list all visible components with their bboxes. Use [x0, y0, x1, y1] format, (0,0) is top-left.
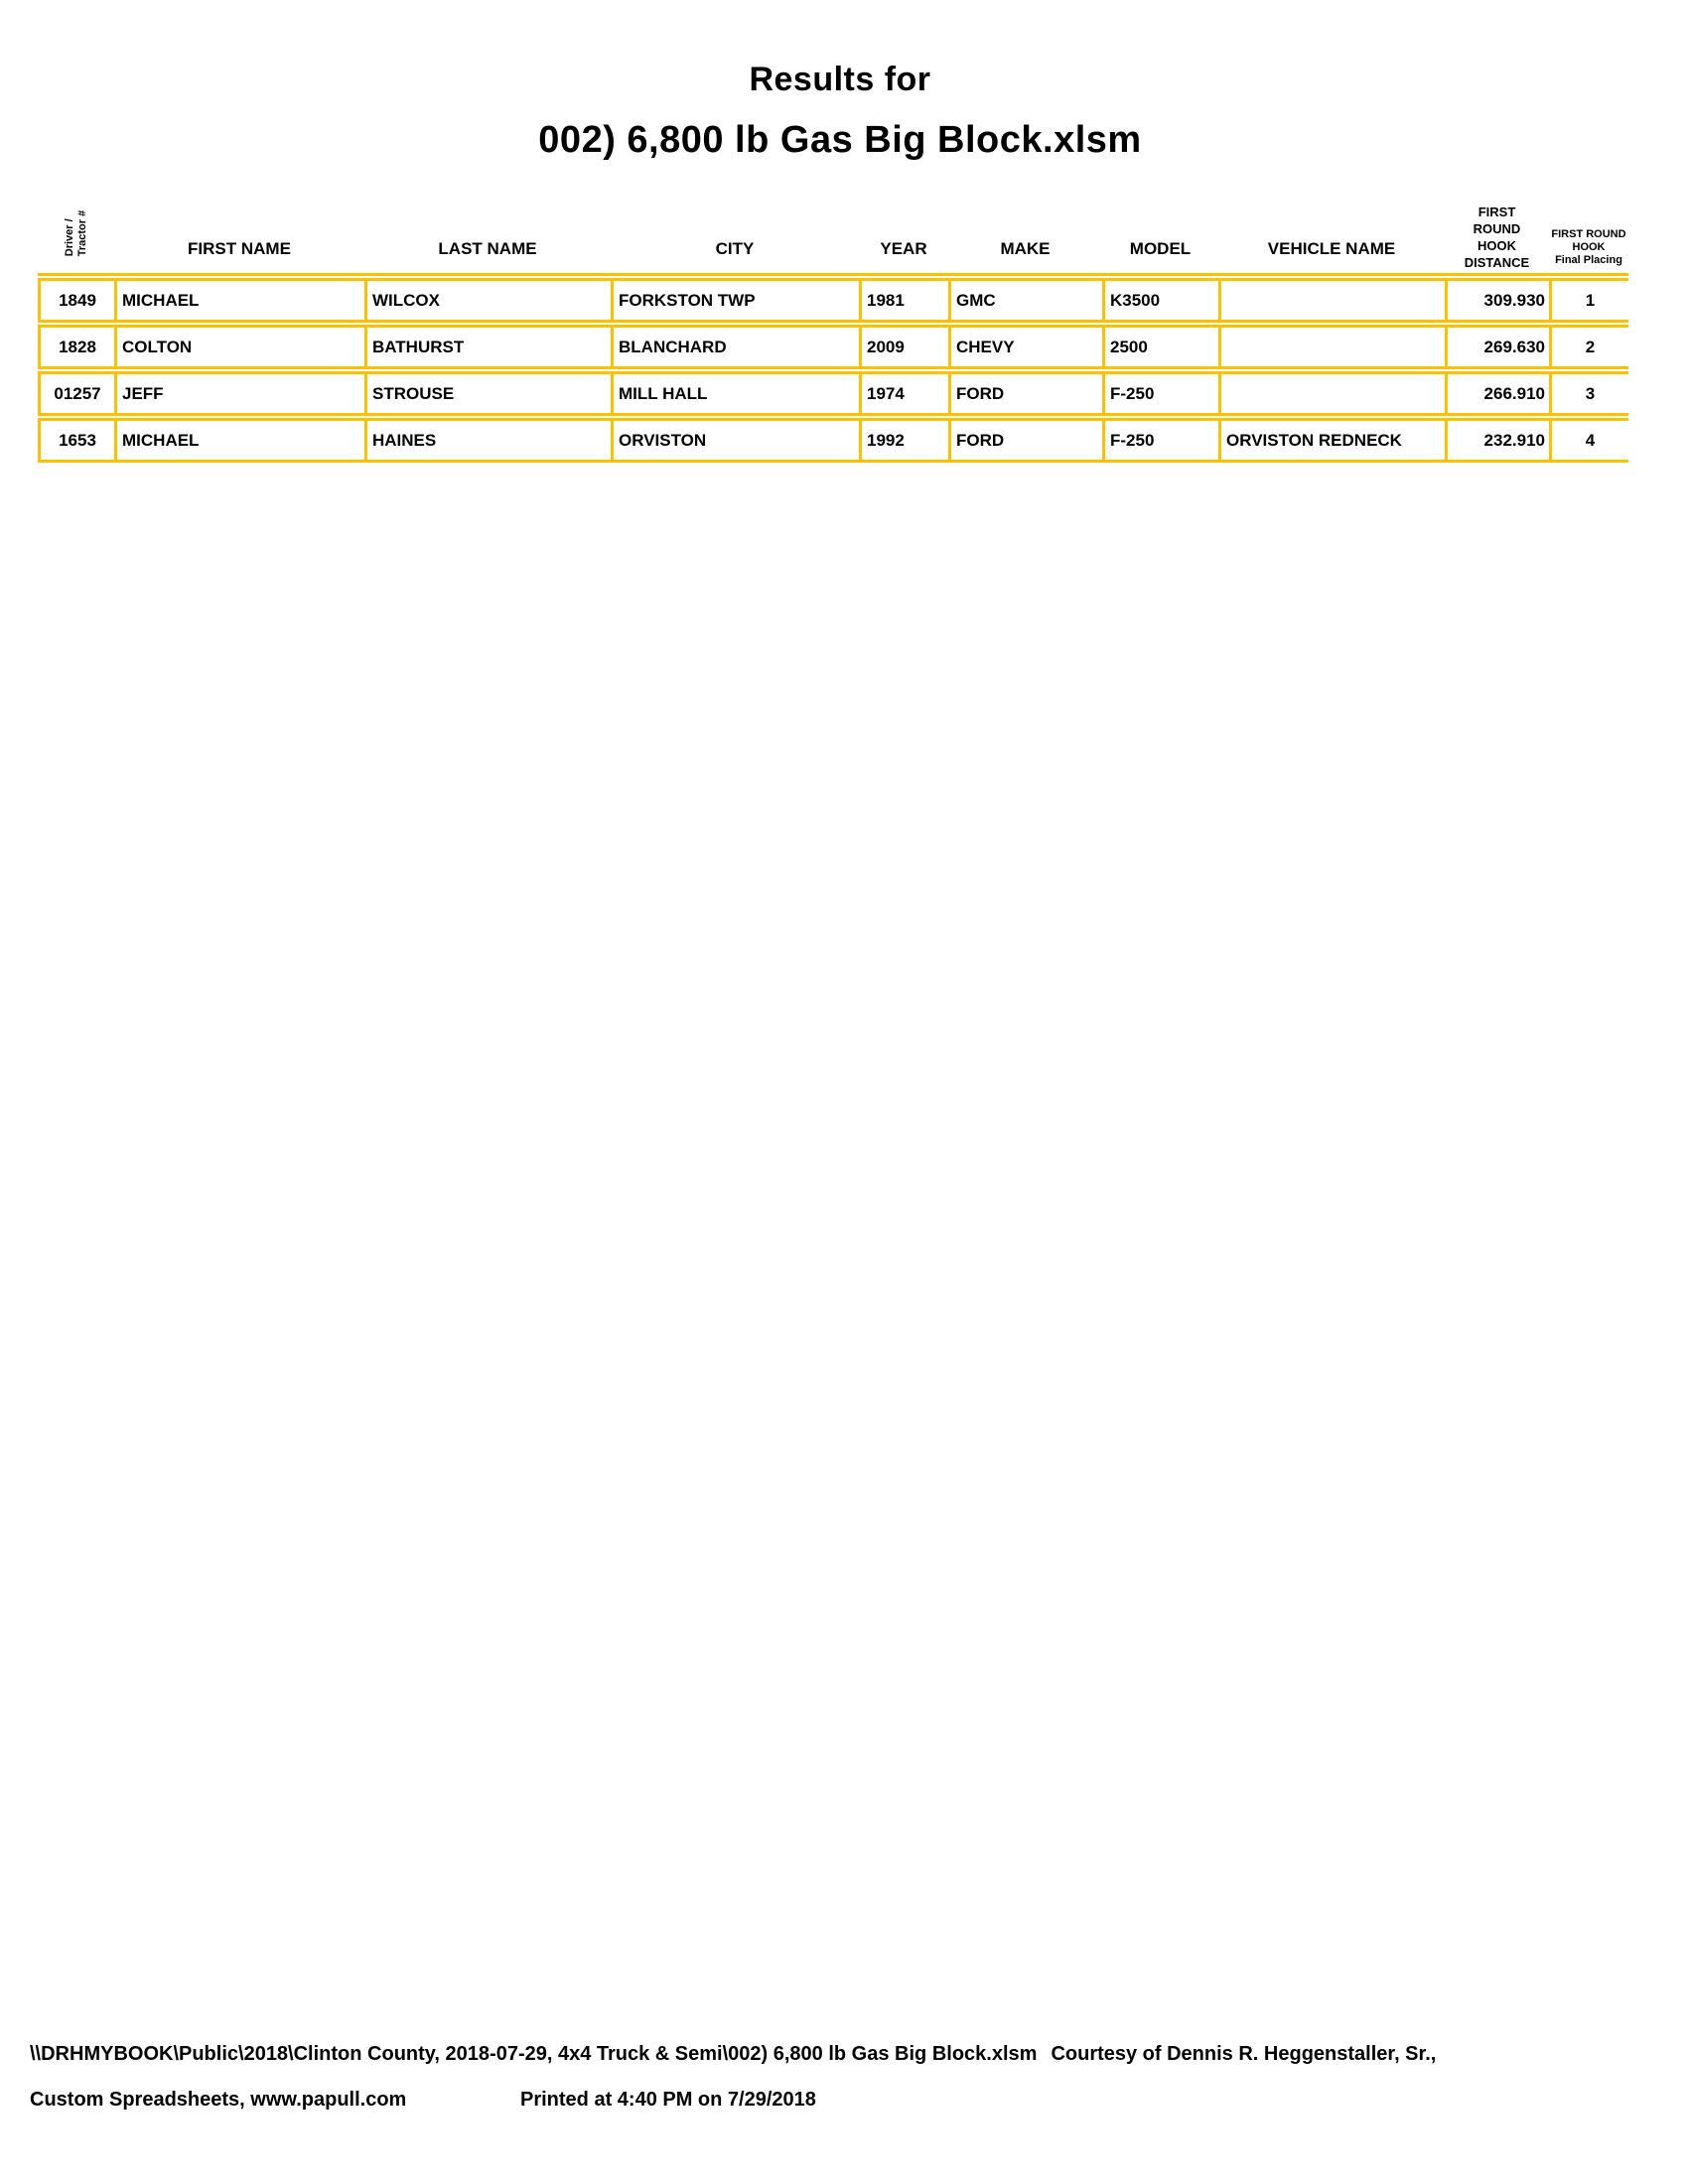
- make-cell: FORD: [948, 418, 1102, 463]
- driver-tractor-rotated-label: [64, 209, 89, 255]
- first-name-cell: JEFF: [114, 371, 364, 416]
- vehicle-name-cell: ORVISTON REDNECK: [1218, 418, 1445, 463]
- last-name-cell: STROUSE: [364, 371, 611, 416]
- hook-distance-cell: 232.910: [1445, 418, 1549, 463]
- driver-number-cell: 1828: [38, 325, 114, 369]
- year-cell: 1974: [859, 371, 948, 416]
- footer-custom-spreadsheets: Custom Spreadsheets, www.papull.com: [30, 2089, 407, 2111]
- header-last-name: LAST NAME: [364, 199, 611, 276]
- model-cell: F-250: [1102, 418, 1218, 463]
- header-first-name: FIRST NAME: [114, 199, 364, 276]
- header-vehicle-name: VEHICLE NAME: [1218, 199, 1445, 276]
- table-row: [38, 371, 1628, 416]
- driver-number-cell: 1653: [38, 418, 114, 463]
- footer-line1: [30, 2043, 1436, 2066]
- city-cell: MILL HALL: [611, 371, 859, 416]
- final-placing-cell: 3: [1549, 371, 1628, 416]
- results-table: [38, 197, 1628, 465]
- make-cell: GMC: [948, 278, 1102, 323]
- first-name-cell: MICHAEL: [114, 278, 364, 323]
- driver-number-cell: 01257: [38, 371, 114, 416]
- make-cell: FORD: [948, 371, 1102, 416]
- page-subtitle-filename: 002) 6,800 lb Gas Big Block.xlsm: [538, 119, 1142, 161]
- final-placing-cell: 1: [1549, 278, 1628, 323]
- header-year: YEAR: [859, 199, 948, 276]
- table-row: [38, 325, 1628, 369]
- header-city: CITY: [611, 199, 859, 276]
- header-row: [38, 199, 1628, 276]
- hook-distance-cell: 266.910: [1445, 371, 1549, 416]
- header-first-round-hook-distance: FIRST ROUND HOOK DISTANCE: [1445, 199, 1549, 276]
- footer-line2: [30, 2089, 1678, 2112]
- model-cell: K3500: [1102, 278, 1218, 323]
- footer-file-path: \\DRHMYBOOK\Public\2018\Clinton County, 2018-07-29, 4x4 Truck & Semi\002) 6,800 lb Gas Big Block.xlsm: [30, 2043, 1038, 2065]
- city-cell: ORVISTON: [611, 418, 859, 463]
- header-driver-tractor: [38, 199, 114, 276]
- last-name-cell: WILCOX: [364, 278, 611, 323]
- final-placing-cell: 2: [1549, 325, 1628, 369]
- driver-label-line1: Driver /: [63, 217, 75, 256]
- year-cell: 1992: [859, 418, 948, 463]
- make-cell: CHEVY: [948, 325, 1102, 369]
- first-name-cell: COLTON: [114, 325, 364, 369]
- vehicle-name-cell: [1218, 371, 1445, 416]
- model-cell: 2500: [1102, 325, 1218, 369]
- year-cell: 1981: [859, 278, 948, 323]
- city-cell: BLANCHARD: [611, 325, 859, 369]
- year-cell: 2009: [859, 325, 948, 369]
- table-row: [38, 278, 1628, 323]
- last-name-cell: BATHURST: [364, 325, 611, 369]
- footer-courtesy-text: Courtesy of Dennis R. Heggenstaller, Sr.,: [1051, 2043, 1437, 2065]
- page-title: Results for: [749, 61, 931, 98]
- page-title-block: [0, 58, 1680, 165]
- driver-number-cell: 1849: [38, 278, 114, 323]
- final-placing-cell: 4: [1549, 418, 1628, 463]
- city-cell: FORKSTON TWP: [611, 278, 859, 323]
- first-name-cell: MICHAEL: [114, 418, 364, 463]
- header-model: MODEL: [1102, 199, 1218, 276]
- vehicle-name-cell: [1218, 325, 1445, 369]
- last-name-cell: HAINES: [364, 418, 611, 463]
- hook-distance-cell: 309.930: [1445, 278, 1549, 323]
- footer-printed-timestamp: Printed at 4:40 PM on 7/29/2018: [520, 2089, 816, 2111]
- header-final-placing: FIRST ROUND HOOK Final Placing: [1549, 199, 1628, 276]
- vehicle-name-cell: [1218, 278, 1445, 323]
- header-make: MAKE: [948, 199, 1102, 276]
- hook-distance-cell: 269.630: [1445, 325, 1549, 369]
- driver-label-line2: Tractor #: [75, 209, 88, 256]
- table-row: [38, 418, 1628, 463]
- model-cell: F-250: [1102, 371, 1218, 416]
